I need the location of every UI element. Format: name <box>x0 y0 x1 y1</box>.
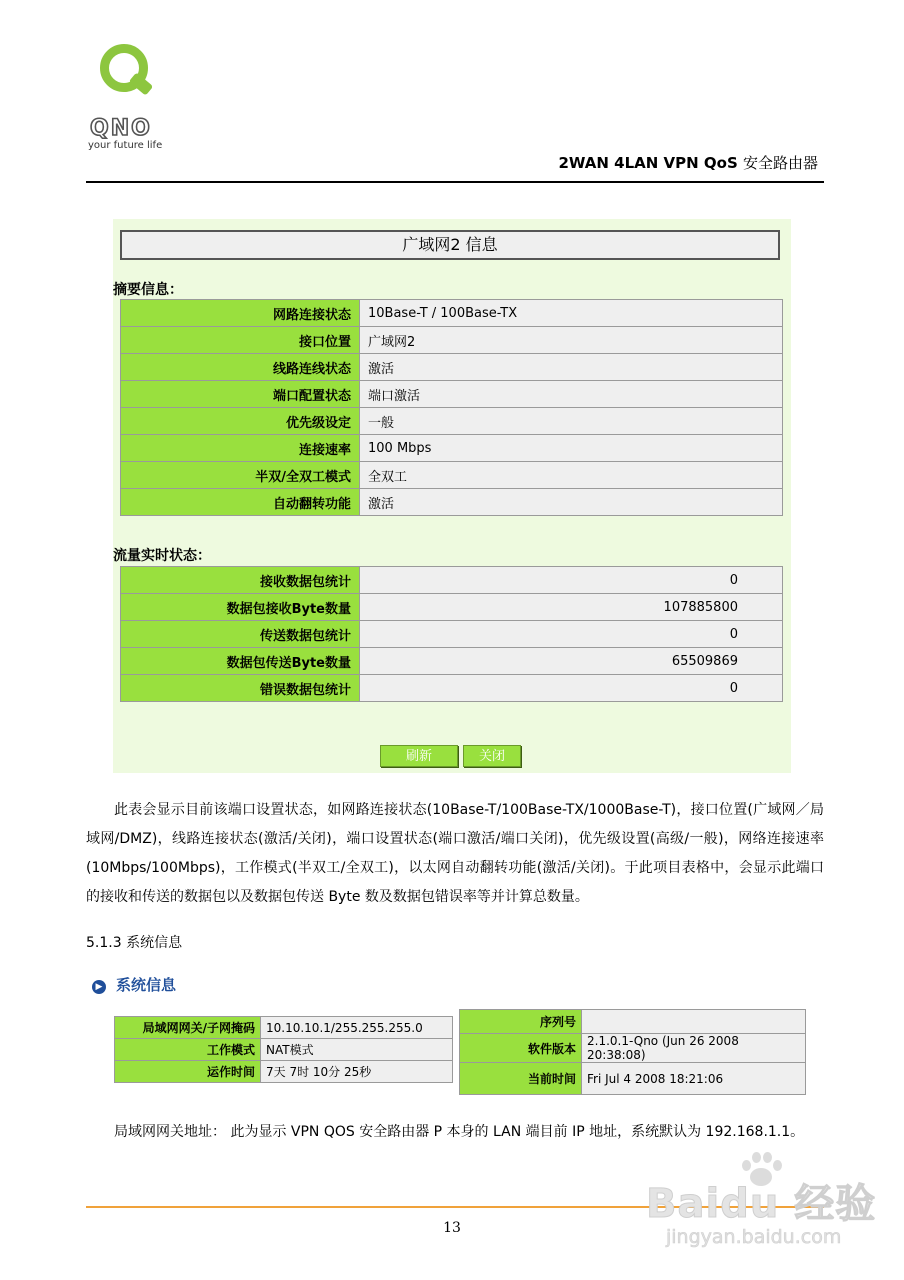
lan-gateway-paragraph: 局域网网关地址： 此为显示 VPN QOS 安全路由器 P 本身的 LAN 端目前 IP 地址，系统默认为 192.168.1.1。 <box>114 1124 805 1140</box>
summary-row <box>121 327 783 354</box>
header-title-cn: 安全路由器 <box>742 154 818 172</box>
sys-left-row-label: 局域网网关/子网掩码 <box>115 1017 261 1039</box>
sys-right-row-value <box>582 1010 806 1034</box>
sys-left-row-label: 工作模式 <box>115 1039 261 1061</box>
sys-right-row <box>460 1063 806 1095</box>
sys-right-row-value: 2.1.0.1-Qno (Jun 26 2008 20:38:08) <box>582 1034 806 1063</box>
traffic-row-value: 0 <box>360 675 783 702</box>
traffic-row-label: 接收数据包统计 <box>121 567 360 594</box>
summary-row <box>121 462 783 489</box>
traffic-row <box>121 567 783 594</box>
traffic-row-value: 0 <box>360 621 783 648</box>
logo-q-tail <box>129 72 154 95</box>
summary-row-label: 网路连接状态 <box>121 300 360 327</box>
summary-table <box>120 299 783 516</box>
wan2-info-panel <box>113 219 791 773</box>
sys-right-row <box>460 1034 806 1063</box>
header-divider <box>86 181 824 183</box>
summary-row-label: 连接速率 <box>121 435 360 462</box>
refresh-button[interactable]: 刷新 <box>380 745 458 767</box>
summary-heading: 摘要信息： <box>113 282 183 298</box>
traffic-row-label: 错误数据包统计 <box>121 675 360 702</box>
traffic-row <box>121 594 783 621</box>
sys-right-row-label: 软件版本 <box>460 1034 582 1063</box>
sys-right-row-label: 序列号 <box>460 1010 582 1034</box>
section-number: 5.1.3 <box>86 935 122 951</box>
traffic-row-value: 65509869 <box>360 648 783 675</box>
traffic-row-value: 107885800 <box>360 594 783 621</box>
traffic-row-value: 0 <box>360 567 783 594</box>
summary-row-value: 全双工 <box>360 462 783 489</box>
qno-logo <box>86 42 196 152</box>
summary-row <box>121 489 783 516</box>
summary-row-value: 激活 <box>360 354 783 381</box>
summary-row-label: 优先级设定 <box>121 408 360 435</box>
sys-left-row-label: 运作时间 <box>115 1061 261 1083</box>
panel-title: 广域网2 信息 <box>120 230 780 260</box>
summary-row <box>121 381 783 408</box>
system-info-heading <box>92 974 176 995</box>
summary-row-value: 广域网2 <box>360 327 783 354</box>
traffic-table <box>120 566 783 702</box>
section-title: 系统信息 <box>126 935 183 951</box>
traffic-row-label: 数据包传送Byte数量 <box>121 648 360 675</box>
traffic-row-label: 数据包接收Byte数量 <box>121 594 360 621</box>
sys-left-row <box>115 1017 453 1039</box>
summary-row <box>121 408 783 435</box>
traffic-row-label: 传送数据包统计 <box>121 621 360 648</box>
close-button[interactable]: 关闭 <box>463 745 521 767</box>
header-title-en: 2WAN 4LAN VPN QoS <box>558 154 738 172</box>
traffic-row <box>121 621 783 648</box>
summary-row <box>121 300 783 327</box>
summary-row <box>121 435 783 462</box>
description-paragraph: 此表会显示目前该端口设置状态，如网路连接状态(10Base-T/100Base-TX/1000Base-T)，接口位置(广域网／局域网/DMZ)，线路连接状态(激活/关闭)，端口设置状态(端口激活/端口关闭)，优先级设置(高级/一般)，网络连接速率(10Mbps/100Mbps)，工作模式(半双工/全双工)，以太网自动翻转功能(激活/关闭)。于此项目表格中，会显示此端口的接收和传送的数据包以及数据包传送 Byte 数及数据包错误率等并计算总数量。 <box>86 802 824 905</box>
document-header-title <box>558 152 818 173</box>
watermark-url: jingyan.baidu.com <box>666 1226 842 1248</box>
summary-row-label: 自动翻转功能 <box>121 489 360 516</box>
summary-row-label: 半双/全双工模式 <box>121 462 360 489</box>
page-number: 13 <box>443 1220 461 1236</box>
sys-left-row <box>115 1039 453 1061</box>
sys-left-row-value: 10.10.10.1/255.255.255.0 <box>261 1017 453 1039</box>
sys-right-row-value: Fri Jul 4 2008 18:21:06 <box>582 1063 806 1095</box>
traffic-heading: 流量实时状态： <box>113 548 211 564</box>
summary-row-label: 端口配置状态 <box>121 381 360 408</box>
summary-row-value: 端口激活 <box>360 381 783 408</box>
summary-row-value: 100 Mbps <box>360 435 783 462</box>
sys-left-row <box>115 1061 453 1083</box>
summary-row <box>121 354 783 381</box>
watermark-brand: Baidu 经验 <box>646 1181 877 1227</box>
sys-right-row <box>460 1010 806 1034</box>
sys-left-row-value: NAT模式 <box>261 1039 453 1061</box>
system-info-right-table <box>459 1009 806 1095</box>
sys-left-row-value: 7天 7时 10分 25秒 <box>261 1061 453 1083</box>
section-heading <box>86 932 182 952</box>
logo-wordmark: QNO <box>90 116 152 141</box>
summary-row-label: 接口位置 <box>121 327 360 354</box>
baidu-watermark <box>646 1150 877 1270</box>
system-info-heading-text: 系统信息 <box>116 976 177 994</box>
summary-row-value: 10Base-T / 100Base-TX <box>360 300 783 327</box>
summary-row-value: 一般 <box>360 408 783 435</box>
arrow-bullet-icon: ▶ <box>92 980 106 994</box>
traffic-row <box>121 648 783 675</box>
summary-row-value: 激活 <box>360 489 783 516</box>
sys-right-row-label: 当前时间 <box>460 1063 582 1095</box>
system-info-left-table <box>114 1016 453 1083</box>
traffic-row <box>121 675 783 702</box>
summary-row-label: 线路连线状态 <box>121 354 360 381</box>
logo-tagline: your future life <box>88 140 163 151</box>
